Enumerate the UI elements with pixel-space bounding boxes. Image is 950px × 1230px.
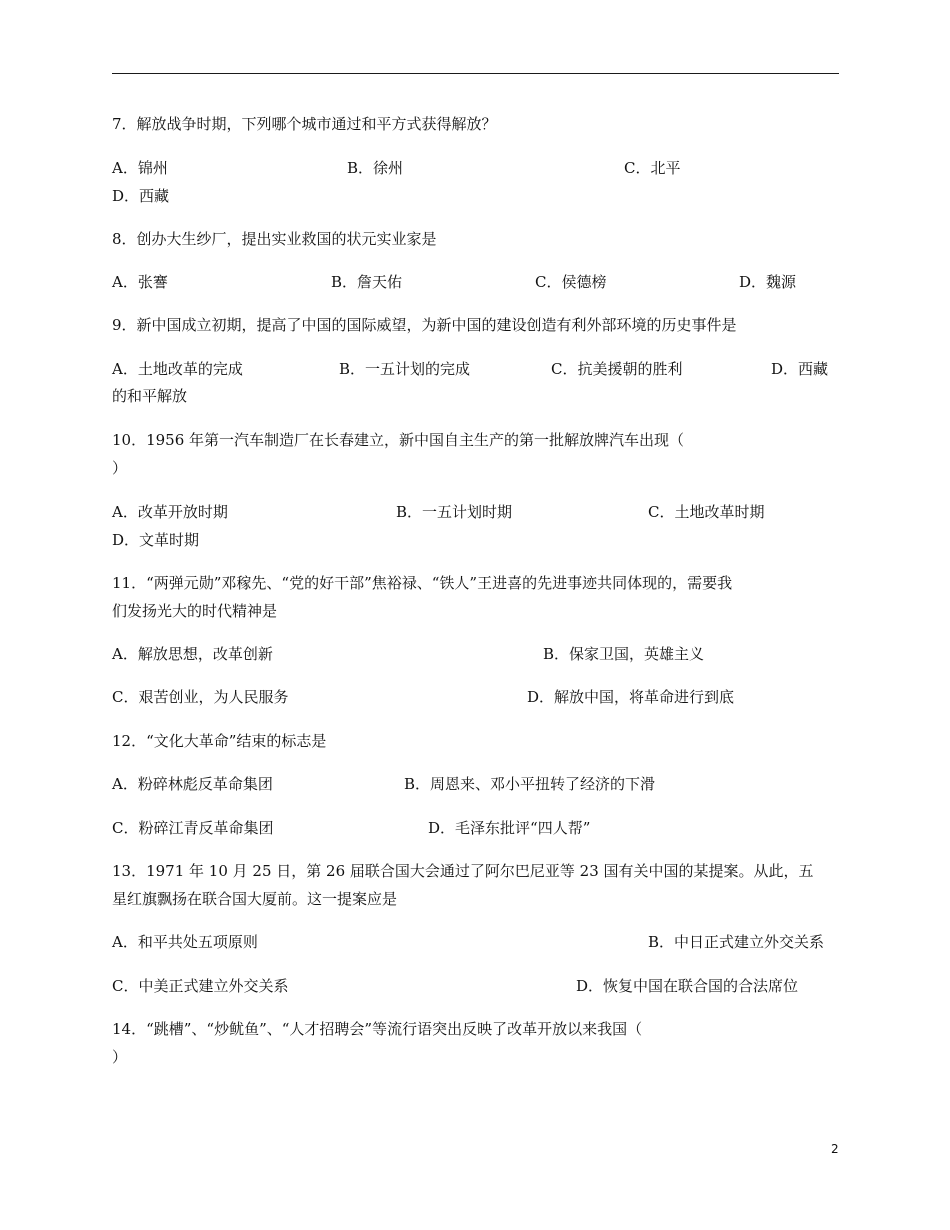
question-13-option-b: B．中日正式建立外交关系 bbox=[648, 933, 825, 951]
question-8-option-b: B．詹天佑 bbox=[331, 273, 403, 291]
question-11-stem-cont: 们发扬光大的时代精神是 bbox=[112, 602, 278, 620]
question-8-stem: 8．创办大生纱厂，提出实业救国的状元实业家是 bbox=[112, 230, 437, 248]
question-11-option-b: B．保家卫国，英雄主义 bbox=[543, 645, 705, 663]
question-10-option-a: A．改革开放时期 bbox=[112, 503, 228, 521]
question-13-stem: 13．1971 年 10 月 25 日，第 26 届联合国大会通过了阿尔巴尼亚等 23 国有关中国的某提案。从此，五 bbox=[112, 862, 814, 880]
question-11-option-c: C．艰苦创业，为人民服务 bbox=[112, 688, 289, 706]
question-9-option-d: D．西藏 bbox=[771, 360, 829, 378]
question-7-option-d: D．西藏 bbox=[112, 187, 170, 205]
question-7-option-a: A．锦州 bbox=[112, 159, 168, 177]
question-13-option-a: A．和平共处五项原则 bbox=[112, 933, 258, 951]
question-9-option-a: A．土地改革的完成 bbox=[112, 360, 243, 378]
question-10-stem-cont: ） bbox=[112, 459, 128, 477]
question-14-stem: 14．“跳槽”、“炒鱿鱼”、“人才招聘会”等流行语突出反映了改革开放以来我国（ bbox=[112, 1020, 643, 1038]
question-10-option-b: B．一五计划时期 bbox=[396, 503, 513, 521]
page-number: 2 bbox=[831, 1142, 839, 1156]
question-13-option-d: D．恢复中国在联合国的合法席位 bbox=[576, 977, 799, 995]
question-7-option-c: C．北平 bbox=[624, 159, 681, 177]
question-10-option-c: C．土地改革时期 bbox=[648, 503, 765, 521]
question-13-stem-cont: 星红旗飘扬在联合国大厦前。这一提案应是 bbox=[112, 890, 398, 908]
question-12-stem: 12．“文化大革命”结束的标志是 bbox=[112, 732, 327, 750]
question-9-option-d-cont: 的和平解放 bbox=[112, 387, 188, 405]
question-9-stem: 9．新中国成立初期，提高了中国的国际威望，为新中国的建设创造有利外部环境的历史事件是 bbox=[112, 316, 737, 334]
question-10-stem: 10．1956 年第一汽车制造厂在长春建立，新中国自主生产的第一批解放牌汽车出现（ bbox=[112, 431, 685, 449]
question-14-stem-cont: ） bbox=[112, 1048, 128, 1066]
question-12-option-c: C．粉碎江青反革命集团 bbox=[112, 819, 274, 837]
header-rule bbox=[112, 73, 839, 74]
question-7-stem: 7．解放战争时期，下列哪个城市通过和平方式获得解放？ bbox=[112, 115, 497, 133]
question-8-option-c: C．侯德榜 bbox=[535, 273, 607, 291]
question-8-option-d: D．魏源 bbox=[739, 273, 797, 291]
question-11-stem: 11．“两弹元勋”邓稼先、“党的好干部”焦裕禄、“铁人”王进喜的先进事迹共同体现的，需要我 bbox=[112, 574, 733, 592]
question-9-option-c: C．抗美援朝的胜利 bbox=[551, 360, 683, 378]
question-7-option-b: B．徐州 bbox=[347, 159, 404, 177]
question-13-option-c: C．中美正式建立外交关系 bbox=[112, 977, 289, 995]
question-10-option-d: D．文革时期 bbox=[112, 531, 200, 549]
question-11-option-d: D．解放中国，将革命进行到底 bbox=[527, 688, 735, 706]
question-12-option-d: D．毛泽东批评“四人帮” bbox=[428, 819, 591, 837]
question-12-option-b: B．周恩来、邓小平扭转了经济的下滑 bbox=[404, 775, 656, 793]
question-9-option-b: B．一五计划的完成 bbox=[339, 360, 471, 378]
question-12-option-a: A．粉碎林彪反革命集团 bbox=[112, 775, 273, 793]
question-11-option-a: A．解放思想，改革创新 bbox=[112, 645, 273, 663]
question-8-option-a: A．张謇 bbox=[112, 273, 168, 291]
